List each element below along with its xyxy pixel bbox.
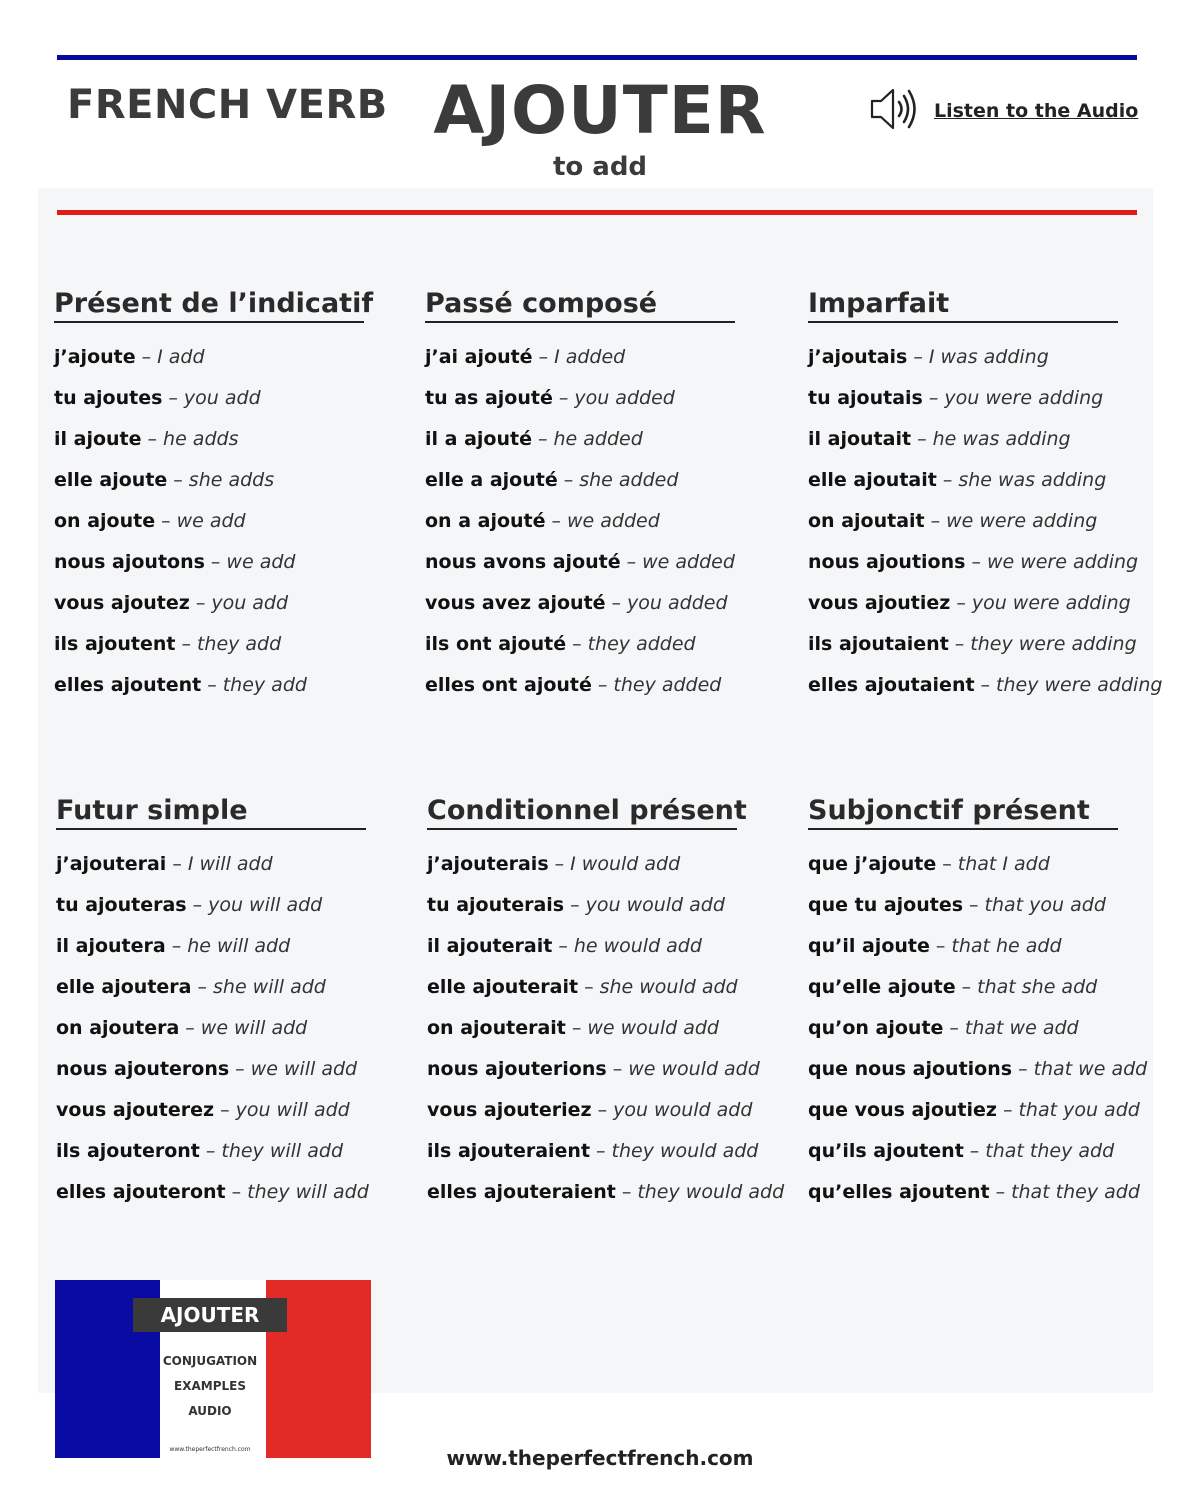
english-translation: I added bbox=[554, 346, 626, 368]
french-form: on ajoutait bbox=[808, 510, 925, 532]
conjugation-row bbox=[425, 665, 785, 706]
separator-dash: – bbox=[538, 346, 549, 368]
conjugation-row bbox=[54, 501, 414, 542]
conjugation-row bbox=[427, 844, 787, 885]
english-translation: they would add bbox=[637, 1181, 785, 1203]
french-form: tu ajouterais bbox=[427, 894, 565, 916]
badge-line: EXAMPLES bbox=[174, 1379, 246, 1393]
separator-dash: – bbox=[195, 592, 206, 614]
french-form: elle ajoute bbox=[54, 469, 168, 491]
english-translation: we would add bbox=[628, 1058, 760, 1080]
separator-dash: – bbox=[571, 1017, 582, 1039]
section-subjonctif bbox=[808, 795, 1168, 1213]
conjugation-row bbox=[425, 501, 785, 542]
separator-dash: – bbox=[172, 853, 182, 875]
french-form: il a ajouté bbox=[425, 428, 532, 450]
separator-dash: – bbox=[597, 674, 608, 696]
conjugation-row bbox=[808, 460, 1168, 501]
separator-dash: – bbox=[942, 853, 952, 875]
french-form: que nous ajoutions bbox=[808, 1058, 1013, 1080]
english-translation: he adds bbox=[163, 428, 239, 450]
conjugation-row bbox=[808, 1172, 1168, 1213]
separator-dash: – bbox=[596, 1140, 606, 1162]
english-translation: that they add bbox=[1011, 1181, 1140, 1203]
french-form: tu ajouteras bbox=[56, 894, 187, 916]
conjugation-row bbox=[425, 583, 785, 624]
english-translation: we would add bbox=[587, 1017, 719, 1039]
french-form: il ajoutait bbox=[808, 428, 912, 450]
verb-title: AJOUTER bbox=[433, 72, 767, 149]
english-translation: I add bbox=[157, 346, 205, 368]
english-translation: she was adding bbox=[958, 469, 1107, 491]
separator-dash: – bbox=[173, 469, 183, 491]
conjugation-row bbox=[808, 583, 1168, 624]
french-form: elle ajoutait bbox=[808, 469, 937, 491]
english-translation: I would add bbox=[570, 853, 681, 875]
separator-dash: – bbox=[611, 592, 622, 614]
conjugation-row bbox=[56, 844, 416, 885]
french-form: qu’il ajoute bbox=[808, 935, 930, 957]
conjugation-row bbox=[54, 583, 414, 624]
french-form: j’ajoutais bbox=[808, 346, 908, 368]
conjugation-row bbox=[425, 460, 785, 501]
french-form: on ajoute bbox=[54, 510, 156, 532]
separator-dash: – bbox=[563, 469, 574, 491]
french-form: j’ajouterais bbox=[427, 853, 549, 875]
english-translation: that I add bbox=[957, 853, 1050, 875]
conjugation-row bbox=[808, 378, 1168, 419]
french-form: vous ajoutez bbox=[54, 592, 190, 614]
english-translation: we were adding bbox=[946, 510, 1098, 532]
french-form: que j’ajoute bbox=[808, 853, 937, 875]
french-form: nous ajoutons bbox=[54, 551, 205, 573]
separator-dash: – bbox=[1018, 1058, 1028, 1080]
section-futur-simple bbox=[56, 795, 416, 1213]
english-translation: we added bbox=[567, 510, 660, 532]
french-form: elle a ajouté bbox=[425, 469, 558, 491]
french-form: on a ajouté bbox=[425, 510, 546, 532]
french-form: vous ajouteriez bbox=[427, 1099, 592, 1121]
conjugation-row bbox=[54, 419, 414, 460]
listen-audio-label[interactable]: Listen to the Audio bbox=[934, 100, 1139, 122]
footer-url[interactable]: www.theperfectfrench.com bbox=[446, 1446, 754, 1470]
separator-dash: – bbox=[220, 1099, 230, 1121]
separator-dash: – bbox=[161, 510, 171, 532]
english-translation: they add bbox=[196, 633, 282, 655]
separator-dash: – bbox=[181, 633, 191, 655]
french-form: vous avez ajouté bbox=[425, 592, 606, 614]
french-form: ils ont ajouté bbox=[425, 633, 567, 655]
french-form: vous ajoutiez bbox=[808, 592, 951, 614]
french-form: qu’elle ajoute bbox=[808, 976, 956, 998]
english-translation: we add bbox=[176, 510, 246, 532]
section-title: Subjonctif présent bbox=[808, 795, 1118, 830]
conjugation-row bbox=[808, 542, 1168, 583]
badge-site: www.theperfectfrench.com bbox=[169, 1446, 251, 1453]
french-form: nous ajouterions bbox=[427, 1058, 607, 1080]
french-form: elle ajouterait bbox=[427, 976, 579, 998]
conjugation-row bbox=[425, 337, 785, 378]
separator-dash: – bbox=[930, 510, 941, 532]
conjugation-row bbox=[808, 844, 1168, 885]
separator-dash: – bbox=[207, 674, 217, 696]
english-translation: he was adding bbox=[932, 428, 1071, 450]
section-title: Présent de l’indicatif bbox=[54, 288, 364, 323]
conjugation-row bbox=[54, 624, 414, 665]
french-form: on ajoutera bbox=[56, 1017, 180, 1039]
separator-dash: – bbox=[185, 1017, 195, 1039]
french-form: que tu ajoutes bbox=[808, 894, 964, 916]
english-translation: he would add bbox=[573, 935, 702, 957]
conjugation-row bbox=[427, 926, 787, 967]
conjugation-row bbox=[808, 1049, 1168, 1090]
english-translation: he added bbox=[553, 428, 643, 450]
conjugation-row bbox=[425, 378, 785, 419]
english-translation: they added bbox=[613, 674, 722, 696]
badge-line: CONJUGATION bbox=[162, 1354, 258, 1368]
french-form: tu ajoutes bbox=[54, 387, 163, 409]
separator-dash: – bbox=[961, 976, 972, 998]
french-form: qu’ils ajoutent bbox=[808, 1140, 964, 1162]
section-conditionnel bbox=[427, 795, 787, 1213]
english-translation: you add bbox=[211, 592, 289, 614]
conjugation-row bbox=[808, 926, 1168, 967]
english-translation: you will add bbox=[235, 1099, 350, 1121]
separator-dash: – bbox=[942, 469, 953, 491]
english-translation: we will add bbox=[200, 1017, 308, 1039]
french-form: ils ajouteraient bbox=[427, 1140, 591, 1162]
french-form: elles ajouteraient bbox=[427, 1181, 616, 1203]
separator-dash: – bbox=[168, 387, 178, 409]
french-form: qu’elles ajoutent bbox=[808, 1181, 990, 1203]
french-form: elles ont ajouté bbox=[425, 674, 592, 696]
conjugation-row bbox=[56, 1090, 416, 1131]
french-form: il ajoutera bbox=[56, 935, 166, 957]
conjugation-row bbox=[54, 542, 414, 583]
conjugation-row bbox=[808, 1008, 1168, 1049]
english-translation: they will add bbox=[247, 1181, 369, 1203]
badge-line: AUDIO bbox=[188, 1404, 232, 1418]
french-form: nous ajouterons bbox=[56, 1058, 230, 1080]
french-form: elles ajoutaient bbox=[808, 674, 975, 696]
english-translation: we added bbox=[642, 551, 735, 573]
conjugation-row bbox=[808, 501, 1168, 542]
separator-dash: – bbox=[537, 428, 548, 450]
separator-dash: – bbox=[1002, 1099, 1013, 1121]
english-translation: that we add bbox=[1033, 1058, 1148, 1080]
separator-dash: – bbox=[558, 387, 569, 409]
conjugation-row bbox=[56, 1008, 416, 1049]
english-translation: I will add bbox=[187, 853, 273, 875]
conjugation-row bbox=[54, 665, 414, 706]
english-translation: you added bbox=[627, 592, 728, 614]
french-form: tu as ajouté bbox=[425, 387, 553, 409]
red-rule bbox=[57, 210, 1137, 215]
english-translation: that they add bbox=[985, 1140, 1115, 1162]
conjugation-row bbox=[56, 926, 416, 967]
english-translation: you would add bbox=[613, 1099, 753, 1121]
english-translation: we add bbox=[226, 551, 296, 573]
separator-dash: – bbox=[969, 894, 979, 916]
separator-dash: – bbox=[171, 935, 182, 957]
conjugation-row bbox=[54, 460, 414, 501]
conjugation-row bbox=[427, 1090, 787, 1131]
english-translation: we will add bbox=[250, 1058, 358, 1080]
separator-dash: – bbox=[995, 1181, 1006, 1203]
french-form: elles ajouteront bbox=[56, 1181, 226, 1203]
section-title: Futur simple bbox=[56, 795, 366, 830]
section-present bbox=[54, 288, 414, 706]
conjugation-row bbox=[427, 885, 787, 926]
french-form: on ajouterait bbox=[427, 1017, 566, 1039]
french-form: nous ajoutions bbox=[808, 551, 966, 573]
conjugation-row bbox=[808, 337, 1168, 378]
separator-dash: – bbox=[570, 894, 580, 916]
conjugation-row bbox=[56, 967, 416, 1008]
english-translation: that he add bbox=[951, 935, 1062, 957]
separator-dash: – bbox=[210, 551, 221, 573]
english-translation: they will add bbox=[221, 1140, 344, 1162]
english-translation: you were adding bbox=[944, 387, 1104, 409]
english-translation: they were adding bbox=[996, 674, 1163, 696]
french-form: que vous ajoutiez bbox=[808, 1099, 997, 1121]
conjugation-row bbox=[56, 885, 416, 926]
conjugation-row bbox=[56, 1049, 416, 1090]
separator-dash: – bbox=[956, 592, 966, 614]
english-translation: they added bbox=[587, 633, 696, 655]
separator-dash: – bbox=[626, 551, 637, 573]
conjugation-row bbox=[427, 1172, 787, 1213]
english-translation: that you add bbox=[984, 894, 1106, 916]
french-form: elle ajoutera bbox=[56, 976, 192, 998]
english-translation: you add bbox=[183, 387, 261, 409]
english-translation: she adds bbox=[188, 469, 275, 491]
conjugation-row bbox=[427, 967, 787, 1008]
separator-dash: – bbox=[954, 633, 965, 655]
separator-dash: – bbox=[572, 633, 582, 655]
separator-dash: – bbox=[980, 674, 991, 696]
conjugation-row bbox=[808, 665, 1168, 706]
conjugation-row bbox=[56, 1131, 416, 1172]
badge-title: AJOUTER bbox=[133, 1298, 287, 1332]
conjugation-row bbox=[425, 542, 785, 583]
french-form: nous avons ajouté bbox=[425, 551, 621, 573]
french-form: ils ajouteront bbox=[56, 1140, 200, 1162]
english-translation: they add bbox=[222, 674, 307, 696]
english-translation: that she add bbox=[977, 976, 1098, 998]
conjugation-row bbox=[808, 1090, 1168, 1131]
conjugation-row bbox=[808, 967, 1168, 1008]
english-translation: you added bbox=[574, 387, 675, 409]
speaker-icon bbox=[868, 84, 920, 138]
separator-dash: – bbox=[935, 935, 946, 957]
separator-dash: – bbox=[192, 894, 203, 916]
conjugation-row bbox=[808, 624, 1168, 665]
conjugation-row bbox=[427, 1131, 787, 1172]
section-imparfait bbox=[808, 288, 1168, 706]
separator-dash: – bbox=[558, 935, 568, 957]
section-passe-compose bbox=[425, 288, 785, 706]
separator-dash: – bbox=[584, 976, 594, 998]
english-translation: that we add bbox=[964, 1017, 1079, 1039]
separator-dash: – bbox=[913, 346, 923, 368]
section-title: Imparfait bbox=[808, 288, 1118, 323]
french-form: vous ajouterez bbox=[56, 1099, 215, 1121]
french-form: tu ajoutais bbox=[808, 387, 923, 409]
conjugation-row bbox=[425, 419, 785, 460]
french-form: j’ajouterai bbox=[56, 853, 167, 875]
verb-translation: to add bbox=[552, 152, 648, 182]
french-form: j’ajoute bbox=[54, 346, 136, 368]
listen-audio-link[interactable] bbox=[868, 84, 1138, 138]
conjugation-row bbox=[808, 1131, 1168, 1172]
top-blue-rule bbox=[57, 55, 1137, 60]
french-form: il ajouterait bbox=[427, 935, 553, 957]
english-translation: that you add bbox=[1018, 1099, 1140, 1121]
french-form: j’ai ajouté bbox=[425, 346, 533, 368]
section-title: Passé composé bbox=[425, 288, 735, 323]
separator-dash: – bbox=[197, 976, 207, 998]
conjugation-row bbox=[808, 885, 1168, 926]
separator-dash: – bbox=[554, 853, 565, 875]
english-translation: you will add bbox=[208, 894, 323, 916]
separator-dash: – bbox=[969, 1140, 980, 1162]
separator-dash: – bbox=[928, 387, 939, 409]
english-translation: she will add bbox=[213, 976, 326, 998]
separator-dash: – bbox=[235, 1058, 245, 1080]
conjugation-row bbox=[427, 1008, 787, 1049]
french-form: qu’on ajoute bbox=[808, 1017, 944, 1039]
english-translation: I was adding bbox=[928, 346, 1049, 368]
english-translation: we were adding bbox=[986, 551, 1139, 573]
separator-dash: – bbox=[205, 1140, 216, 1162]
separator-dash: – bbox=[949, 1017, 959, 1039]
separator-dash: – bbox=[147, 428, 158, 450]
french-form: ils ajoutent bbox=[54, 633, 176, 655]
separator-dash: – bbox=[971, 551, 981, 573]
separator-dash: – bbox=[917, 428, 927, 450]
section-title: Conditionnel présent bbox=[427, 795, 737, 830]
english-translation: you would add bbox=[585, 894, 725, 916]
conjugation-row bbox=[54, 378, 414, 419]
separator-dash: – bbox=[141, 346, 152, 368]
english-translation: you were adding bbox=[971, 592, 1131, 614]
english-translation: they were adding bbox=[970, 633, 1137, 655]
separator-dash: – bbox=[231, 1181, 242, 1203]
separator-dash: – bbox=[597, 1099, 608, 1121]
english-translation: he will add bbox=[187, 935, 291, 957]
english-translation: they would add bbox=[611, 1140, 759, 1162]
conjugation-row bbox=[808, 419, 1168, 460]
conjugation-row bbox=[54, 337, 414, 378]
conjugation-row bbox=[425, 624, 785, 665]
french-form: il ajoute bbox=[54, 428, 142, 450]
english-translation: she added bbox=[579, 469, 679, 491]
separator-dash: – bbox=[551, 510, 562, 532]
french-form: elles ajoutent bbox=[54, 674, 202, 696]
english-translation: she would add bbox=[599, 976, 738, 998]
separator-dash: – bbox=[621, 1181, 632, 1203]
conjugation-row bbox=[427, 1049, 787, 1090]
separator-dash: – bbox=[612, 1058, 623, 1080]
conjugation-row bbox=[56, 1172, 416, 1213]
french-form: ils ajoutaient bbox=[808, 633, 949, 655]
header-label: FRENCH VERB bbox=[67, 82, 388, 128]
